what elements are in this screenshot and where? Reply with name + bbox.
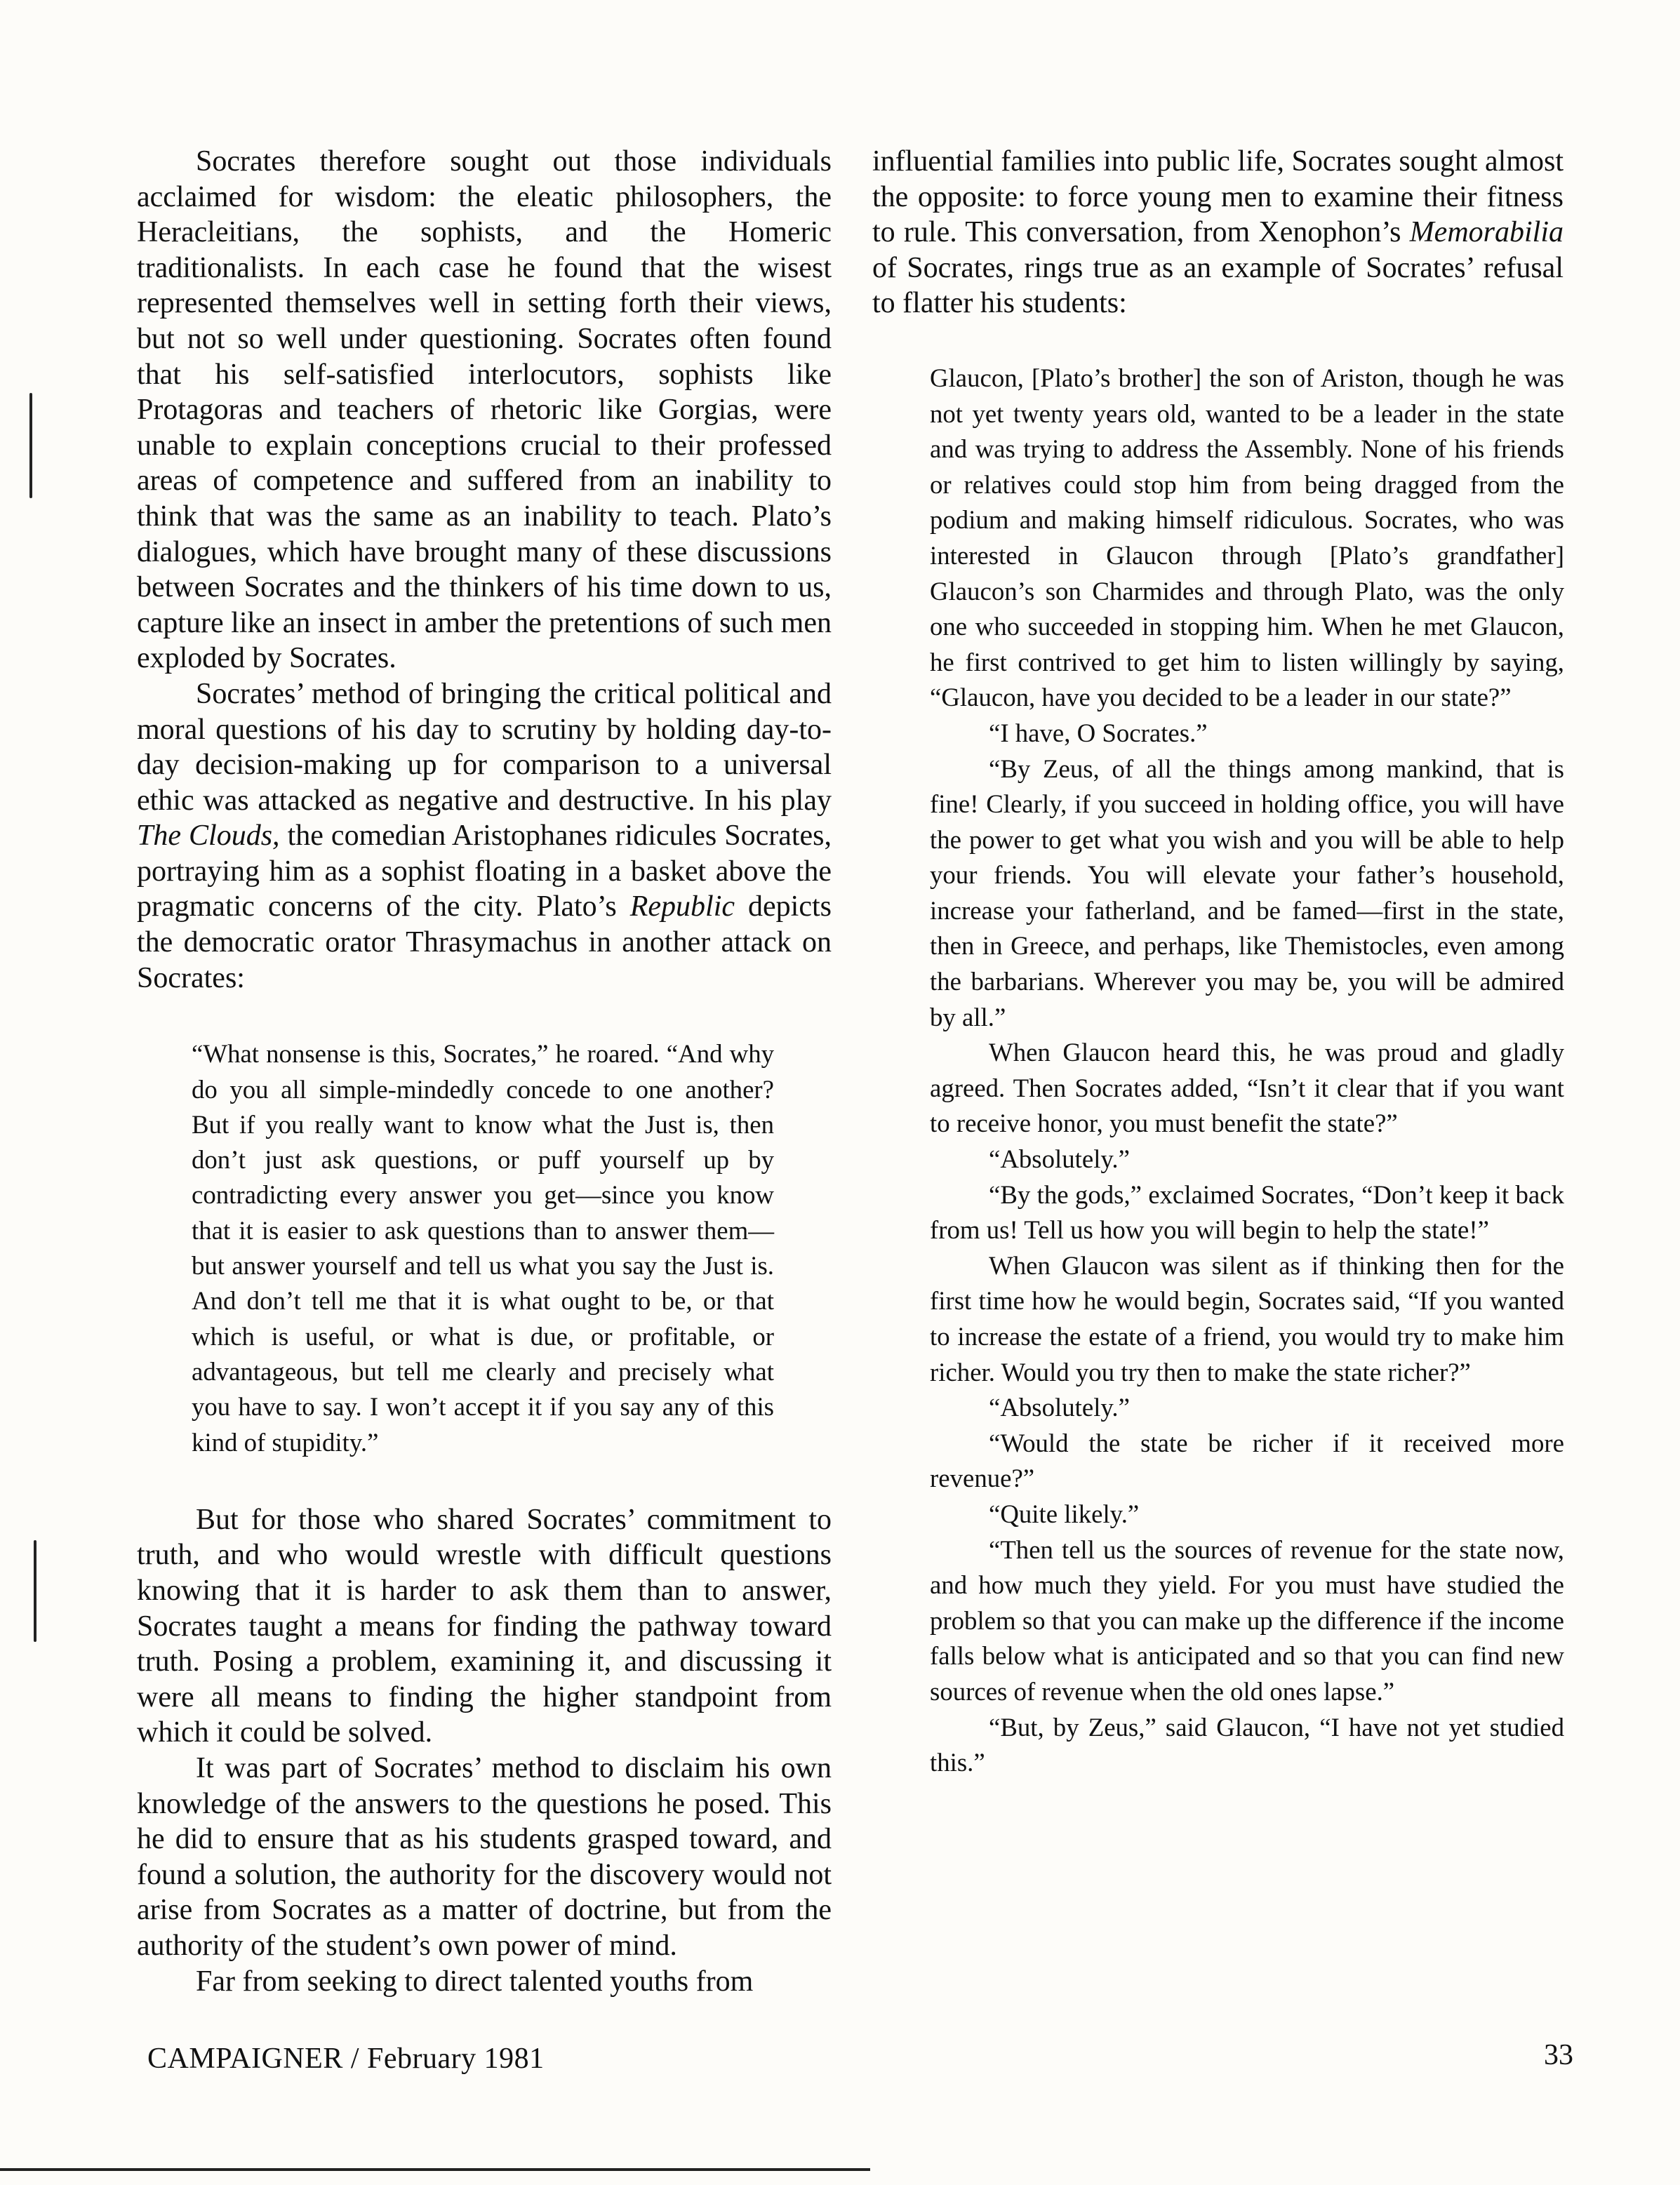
page-number: 33 (1544, 2039, 1573, 2071)
body-paragraph: Far from seeking to direct talented youths from (196, 1965, 754, 1998)
right-column (872, 144, 1564, 1781)
quote-paragraph: “By the gods,” exclaimed Socrates, “Don’t keep it back from us! Tell us how you will begin to help the state!” (930, 1180, 1564, 1245)
quote-paragraph: “Then tell us the sources of revenue for the state now, and how much they yield. For you must have studied the problem so that you can make up the difference if the income falls below what is anticipated and so that you can find new sources of revenue when the old ones lapse.” (930, 1535, 1564, 1706)
left-column (137, 144, 832, 1999)
paragraph-text: Socrates’ method of bringing the critical political and moral questions of his day to scrutiny by holding day-to-day decision-making up for comparison to a universal ethic was attacked as negative and destructive. In his play (137, 677, 832, 817)
paragraph-text: of Socrates, rings true as an example of Socrates’ refusal to flatter his students: (872, 251, 1564, 320)
quote-paragraph: “I have, O Socrates.” (989, 718, 1208, 747)
body-paragraph: Socrates therefore sought out those individuals acclaimed for wisdom: the eleatic philosophers, the Heracleitians, the sophists, and the Homeric traditionalists. In each case he found that the wisest represented themselves well in setting forth their views, but not so well under questioning. Socrates often found that his self-satisfied interlocutors, sophists like Protagoras and teachers of rhetoric like Gorgias, were unable to explain conceptions crucial to their professed areas of competence and suffered from an inability to think that was the same as an inability to teach. Plato’s dialogues, which have brought many of these discussions between Socrates and the thinkers of his time down to us, capture like an insect in amber the pretentions of such men exploded by Socrates. (137, 145, 832, 675)
body-paragraph (137, 676, 832, 996)
bottom-rule (0, 2168, 870, 2171)
book-title: Memorabilia (1409, 216, 1564, 249)
paragraph-text: depicts the democratic orator Thrasymachus in another attack on Socrates: (137, 890, 832, 994)
quote-paragraph: “By Zeus, of all the things among mankind, that is fine! Clearly, if you succeed in holding office, you will have the power to get what you wish and you will be able to help your friends. You will elevate your father’s household, increase your fatherland, and be famed—first in the state, then in Greece, and perhaps, like Themistocles, even among the barbarians. Wherever you may be, you will be admired by all.” (930, 754, 1564, 1031)
quote-paragraph: “Absolutely.” (989, 1144, 1130, 1174)
quote-paragraph: “Quite likely.” (989, 1499, 1140, 1528)
quote-paragraph: “What nonsense is this, Socrates,” he roared. “And why do you all simple-mindedly concede to one another? But if you really want to know what the Just is, then don’t just ask questions, or puff yourself up by contradicting every answer you get—since you know that it is easier to ask questions than to answer them—but answer yourself and tell us what you say the Just is. And don’t tell me that it is what ought to be, or that which is useful, or what is due, or profitable, or advantageous, but tell me clearly and precisely what you have to say. I won’t accept it if you say any of this kind of stupidity.” (192, 1039, 774, 1457)
paragraph-text: influential families into public life, Socrates sought almost the opposite: to force young men to examine their fitness to rule. This conversation, from Xenophon’s (872, 145, 1564, 249)
quote-paragraph: “Absolutely.” (989, 1393, 1130, 1422)
margin-mark (34, 1540, 36, 1642)
margin-mark (29, 393, 32, 498)
play-title: The Clouds, (137, 820, 280, 853)
block-quote (930, 361, 1564, 1781)
quote-paragraph: When Glaucon heard this, he was proud and gladly agreed. Then Socrates added, “Isn’t it clear that if you want to receive honor, you must benefit the state?” (930, 1038, 1564, 1138)
quote-paragraph: Glaucon, [Plato’s brother] the son of Ariston, though he was not yet twenty years old, wanted to be a leader in the state and was trying to address the Assembly. None of his friends or relatives could stop him from being dragged from the podium and making himself ridiculous. Socrates, who was interested in Glaucon through [Plato’s grandfather] Glaucon’s son Charmides and through Plato, was the only one who succeeded in stopping him. When he met Glaucon, he first contrived to get him to listen willingly by saying, “Glaucon, have you decided to be a leader in our state?” (930, 363, 1564, 712)
body-paragraph: It was part of Socrates’ method to disclaim his own knowledge of the answers to the questions he posed. This he did to ensure that as his students grasped toward, and found a solution, the authority for the discovery would not arise from Socrates as a matter of doctrine, but from the authority of the student’s own power of mind. (137, 1751, 832, 1962)
book-title: Republic (629, 890, 735, 923)
quote-paragraph: “Would the state be richer if it received more revenue?” (930, 1428, 1564, 1493)
quote-paragraph: When Glaucon was silent as if thinking then for the first time how he would begin, Socrates said, “If you wanted to increase the estate of a friend, you would try to make him richer. Would you try then to make the state richer?” (930, 1250, 1564, 1386)
block-quote (192, 1036, 774, 1460)
publication-footer: CAMPAIGNER / February 1981 (147, 2043, 545, 2075)
body-paragraph: But for those who shared Socrates’ commitment to truth, and who would wrestle with difficult questions knowing that it is harder to ask them than to answer, Socrates taught a means for finding the pathway toward truth. Posing a problem, examining it, and discussing it were all means to finding the higher standpoint from which it could be solved. (137, 1503, 832, 1749)
body-paragraph (872, 144, 1564, 321)
paragraph-text: the comedian Aristophanes ridicules Socrates, portraying him as a sophist floating in a basket above the pragmatic concerns of the city. Plato’s (137, 820, 832, 923)
quote-paragraph: “But, by Zeus,” said Glaucon, “I have not yet studied this.” (930, 1712, 1564, 1777)
